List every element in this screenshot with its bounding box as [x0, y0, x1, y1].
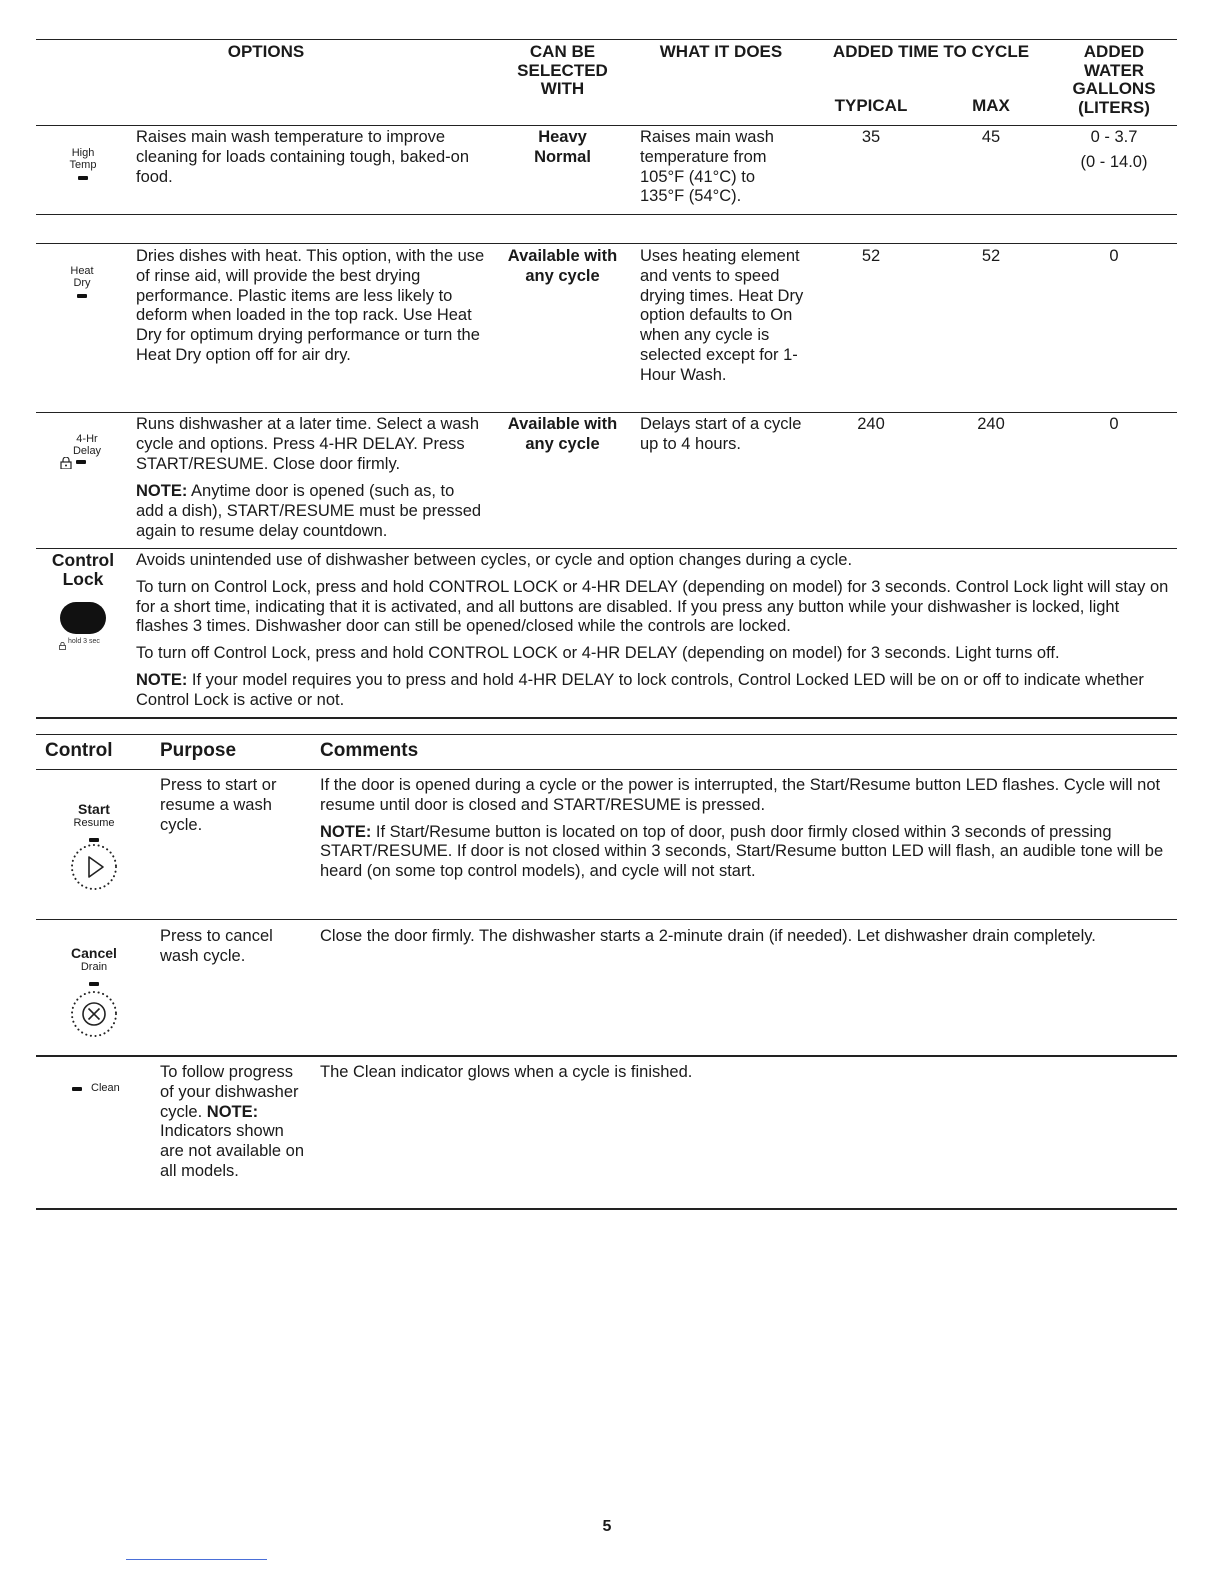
led-indicator-icon	[77, 294, 87, 298]
cancel-purpose: Press to cancel wash cycle.	[160, 927, 273, 965]
header-comments: Comments	[320, 740, 419, 761]
header-added-time: ADDED TIME TO CYCLE	[832, 42, 1030, 61]
heat-dry-description: Dries dishes with heat. This option, with the use of rinse aid, will provide the best drying performance. Plastic items are less likely to deform when loaded in the top rack. Use Heat Dry for optimum drying performance or turn the Heat Dry option off for air dry.	[136, 247, 485, 364]
controls-top-rule	[36, 734, 1177, 735]
high-temp-water: 0 - 3.7 (0 - 14.0)	[1080, 128, 1148, 171]
lock-icon	[60, 456, 72, 474]
control-lock-text: Avoids unintended use of dishwasher between cycles, or cycle and option changes during a cycle. To turn on Control Lock, press and hold CONTROL LOCK or 4-HR DELAY (depending on model) for 3 seconds. Control Lock light will stay on for a short time, indicating that it is activated, and all buttons are disabled. If you press any button while your dishwasher is locked, light flashes 3 times. Dishwasher door can still be opened/closed while the controls are locked. To turn off Control Lock, press and hold CONTROL LOCK or 4-HR DELAY (depending on model) for 3 seconds. Light turns off. NOTE: If your model requires you to press and hold 4-HR DELAY to lock controls, Control Locked LED will be on or off to indicate whether Control Lock is active or not.	[136, 551, 1169, 709]
clean-purpose: To follow progress of your dishwasher cycle. NOTE: Indicators shown are not available on all models.	[160, 1063, 305, 1180]
header-added-water: ADDED WATER GALLONS (LITERS)	[1072, 42, 1156, 117]
controls-end-rule	[36, 1208, 1177, 1210]
header-rule	[36, 125, 1177, 126]
row-rule	[36, 243, 1177, 244]
heat-dry-what-it-does: Uses heating element and vents to speed drying times. Heat Dry option defaults to On when any cycle is selected except for 1-Hour Wash.	[640, 247, 804, 384]
row-rule	[36, 548, 1177, 549]
page-number: 5	[602, 1518, 612, 1535]
controls-header-rule	[36, 769, 1177, 770]
led-indicator-icon	[89, 838, 99, 842]
top-rule	[36, 39, 1177, 40]
row-rule	[36, 214, 1177, 215]
delay-what-it-does: Delays start of a cycle up to 4 hours.	[640, 415, 802, 453]
row-rule	[36, 919, 1177, 920]
delay-max: 240	[977, 415, 1005, 433]
clean-comments: The Clean indicator glows when a cycle is finished.	[320, 1063, 693, 1081]
high-temp-icon: High Temp	[58, 147, 108, 183]
header-control: Control	[45, 740, 113, 761]
heat-dry-max: 52	[981, 247, 1001, 265]
delay-typical: 240	[857, 415, 885, 433]
row-rule	[36, 1055, 1177, 1057]
delay-water: 0	[1109, 415, 1119, 433]
header-max: MAX	[972, 96, 1010, 115]
start-resume-label: Start Resume	[64, 802, 124, 847]
led-indicator-icon	[76, 460, 86, 464]
led-indicator-icon	[72, 1087, 82, 1091]
header-what-it-does: WHAT IT DOES	[659, 42, 783, 61]
led-indicator-icon	[78, 176, 88, 180]
heat-dry-selected-with: Available with any cycle	[507, 247, 618, 285]
heat-dry-typical: 52	[861, 247, 881, 265]
start-button-icon	[70, 843, 118, 896]
row-rule	[36, 412, 1177, 413]
heat-dry-water: 0	[1109, 247, 1119, 265]
header-options: OPTIONS	[227, 42, 305, 61]
header-purpose: Purpose	[160, 740, 237, 761]
high-temp-max: 45	[981, 128, 1001, 146]
hold-lock-icon	[59, 637, 66, 655]
footer-link-underline	[126, 1559, 267, 1560]
table-end-rule	[36, 717, 1177, 719]
high-temp-description: Raises main wash temperature to improve cleaning for loads containing tough, baked-on food.	[136, 128, 469, 186]
delay-selected-with: Available with any cycle	[507, 415, 618, 453]
led-indicator-icon	[89, 982, 99, 986]
cancel-comments: Close the door firmly. The dishwasher starts a 2-minute drain (if needed). Let dishwasher drain completely.	[320, 927, 1096, 945]
start-comments: If the door is opened during a cycle or the power is interrupted, the Start/Resume button LED flashes. Cycle will not resume until door is closed and START/RESUME is pressed. NOTE: If Start/Resume button is located on top of door, push door firmly closed within 3 seconds of pressing START/RESUME. If door is not closed within 3 seconds, Start/Resume button LED will flash, an audible tone will be heard (on some top control models), and cycle will not start.	[320, 776, 1164, 881]
control-lock-button-icon	[60, 602, 106, 634]
heat-dry-icon: Heat Dry	[57, 265, 107, 301]
cancel-button-icon	[70, 990, 118, 1043]
cancel-drain-label: Cancel Drain	[64, 946, 124, 991]
delay-description: Runs dishwasher at a later time. Select a wash cycle and options. Press 4-HR DELAY. Press START/RESUME. Close door firmly.	[136, 415, 479, 473]
high-temp-selected-with: Heavy Normal	[534, 128, 591, 166]
high-temp-what-it-does: Raises main wash temperature from 105°F (41°C) to 135°F (54°C).	[640, 128, 774, 206]
hold-3-sec-label: hold 3 sec	[68, 638, 100, 645]
header-can-be-selected: CAN BE SELECTED WITH	[517, 42, 608, 98]
high-temp-typical: 35	[861, 128, 881, 146]
delay-icon: 4-Hr Delay	[72, 433, 102, 457]
delay-note: NOTE: Anytime door is opened (such as, to add a dish), START/RESUME must be pressed again to resume delay countdown.	[136, 482, 482, 540]
clean-indicator-label: Clean	[91, 1082, 120, 1094]
header-typical: TYPICAL	[834, 96, 908, 115]
start-purpose: Press to start or resume a wash cycle.	[160, 776, 277, 834]
control-lock-title: Control Lock	[51, 550, 115, 589]
